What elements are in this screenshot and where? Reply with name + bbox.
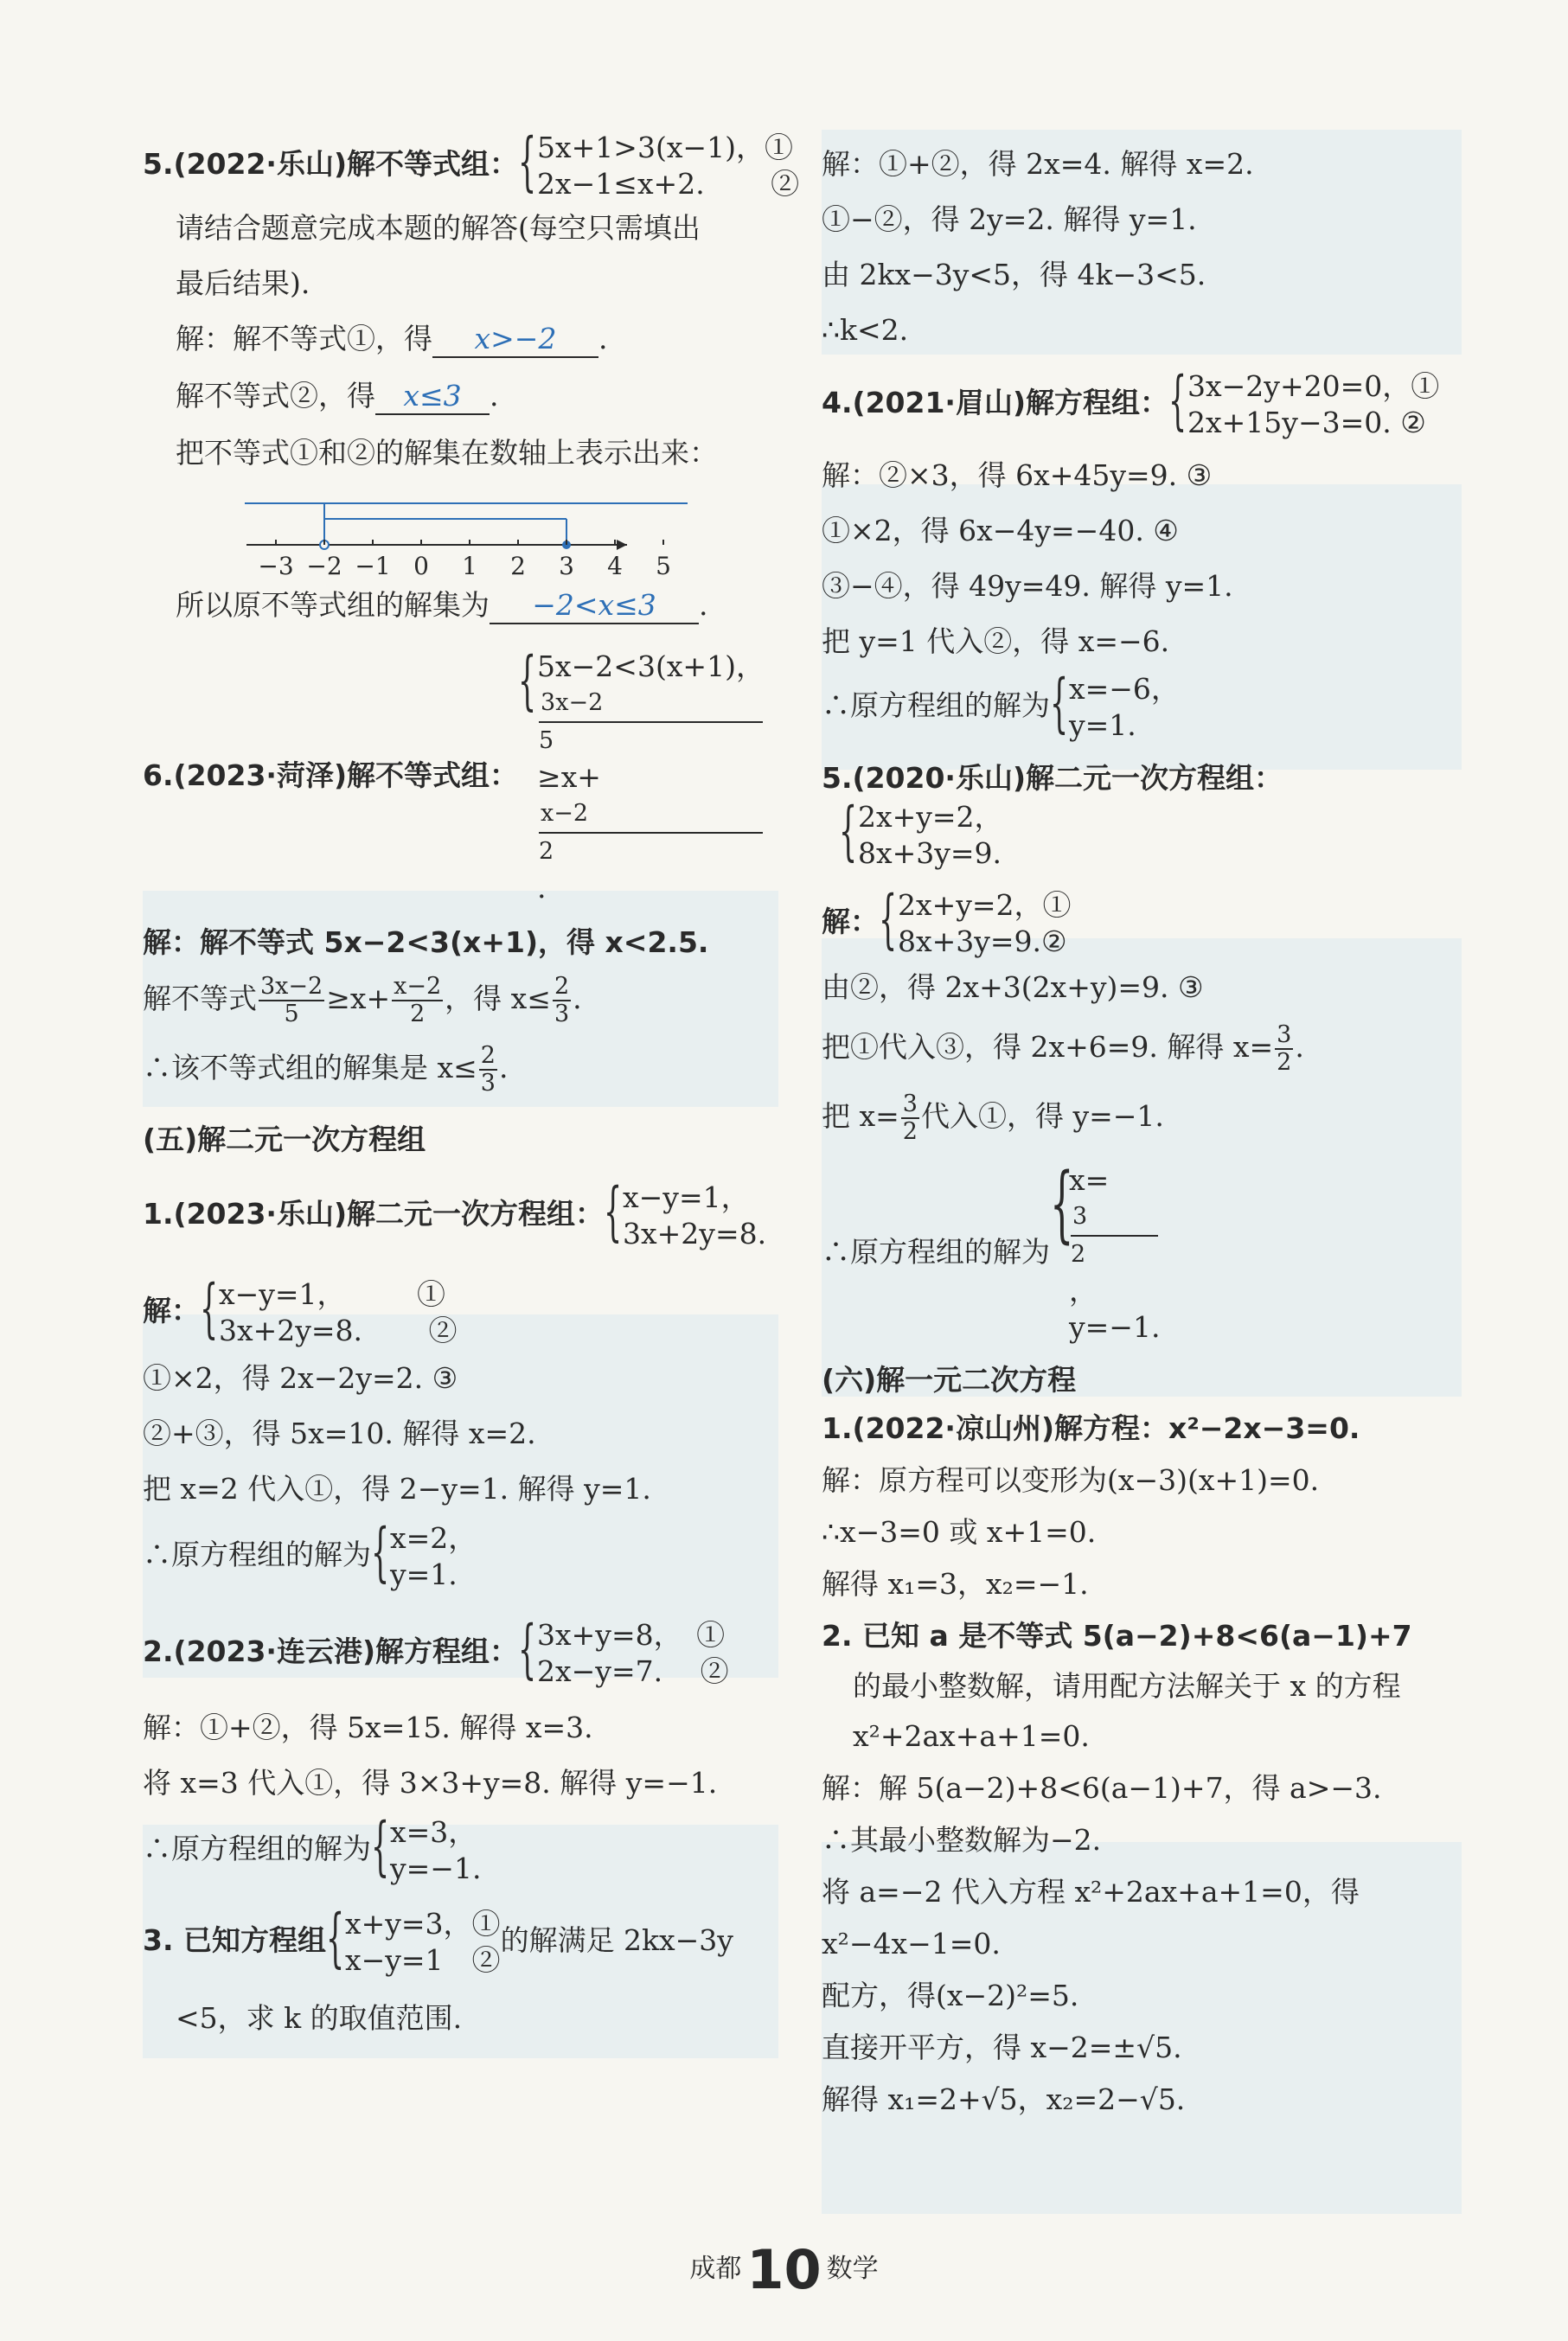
q6-eq2-mid: ≥x+ [537,760,601,794]
e1-sol-system: { x−y=1， ① 3x+2y=8. ② [200,1271,458,1347]
e3-eq2: x−y=1 ② [345,1943,501,1977]
q5-line2-text: 解不等式②，得 [176,379,375,413]
e5-r1-pre: x= [1069,1163,1110,1197]
e3-title: 3. 已知方程组 [143,1923,326,1957]
e5-eq1: 2x+y=2， [858,800,1003,834]
e1-result-system: { x=2， y=1. [371,1515,477,1591]
e2-result [143,1809,835,1887]
q5-answer2: x≤3 [375,379,490,415]
e5-system-line [839,794,1462,872]
q6-eq1: 5x−2<3(x+1)， [537,649,765,683]
e1-r1: x=2， [390,1521,477,1555]
q1-stem [822,1411,1462,1446]
e1-result-text: ∴原方程组的解为 [143,1538,371,1571]
tick-label: −2 [306,552,342,580]
q2-step1: 解：解 5(a−2)+8<6(a−1)+7，得 a>−3. [822,1771,1382,1805]
e5-step3-pre: 把 x= [822,1099,899,1133]
e5-result-text: ∴原方程组的解为 [822,1235,1050,1269]
e1-eq2: 3x+2y=8. [623,1217,767,1250]
e5-step3-post: 代入①，得 y=−1. [920,1099,1164,1133]
e4-r1: x=−6， [1069,672,1180,706]
q5-eq2: 2x−1≤x+2. ② [537,167,800,201]
e5-system: { 2x+y=2， 8x+3y=9. [839,794,1003,870]
q6-sol3: ∴该不等式组的解集是 x≤ $\frac{2}{3}$ . [143,1042,509,1097]
q2-stem3: x²+2ax+a+1=0. [853,1719,1090,1753]
q5-line2: 解不等式②，得 x≤3 . [176,379,835,415]
frac-num: 3 [902,1091,918,1117]
tick-label: 5 [656,552,671,580]
footer-subject: 数学 [826,2254,879,2284]
frac-den: 2 [902,1118,918,1145]
e3-system: { x+y=3，① x−y=1 ② [326,1901,501,1977]
e5-sol-eq1: 2x+y=2，① [898,888,1072,922]
q5-line3: 把不等式①和②的解集在数轴上表示出来： [176,436,718,470]
e3-stem [143,1901,835,1979]
q6-sol1 [143,925,835,960]
q5-line4-text: 所以原不等式组的解集为 [176,588,490,622]
e4-step2: ①×2，得 6x−4y=−40. ④ [822,514,1179,547]
frac-den: 2 [1277,1049,1292,1076]
e5-stem [822,761,1462,796]
q1-step3: 解得 x₁=3，x₂=−1. [822,1567,1089,1601]
e1-title: 1.(2023·乐山)解二元一次方程组： [143,1197,605,1231]
axis-arrow-icon [617,540,627,550]
e5-step2: 把①代入③，得 2x+6=9. 解得 x= $\frac{3}{2}$ . [822,1021,1304,1076]
e2-step1: 解：①+②，得 5x=15. 解得 x=3. [143,1711,593,1744]
e5-sol-system: { 2x+y=2，① 8x+3y=9.② [879,882,1072,958]
e3-sol3: 由 2kx−3y<5，得 4k−3<5. [822,258,1206,291]
frac-num: 3 [1277,1021,1292,1048]
number-line [143,479,671,583]
q2-step2: ∴其最小整数解为−2. [822,1823,1102,1857]
frac-den: 3 [480,1070,496,1097]
e2-eq2: 2x−y=7. ② [537,1654,729,1688]
q1-step2: ∴x−3=0 或 x+1=0. [822,1515,1097,1549]
e4-step4: 把 y=1 代入②，得 x=−6. [822,624,1170,658]
frac-num: x−2 [394,973,442,1000]
q6-sol2-post: ，得 x≤ [445,982,551,1015]
q5-stem [143,125,835,202]
q6-sol2: 解不等式 $\frac{3x-2}{5}$ ≥x+ $\frac{x-2}{2}$ ，得 x≤ $\frac{2}{3}$ . [143,973,582,1027]
e4-title: 4.(2021·眉山)解方程组： [822,386,1169,419]
e4-result-text: ∴原方程组的解为 [822,688,1050,722]
tick-label: 2 [510,552,526,580]
e2-eq1: 3x+y=8， ① [537,1618,726,1652]
e5-sol-label: 解： [822,905,879,938]
q6-stem [143,643,835,906]
e2-r2: y=−1. [390,1852,482,1885]
e5-eq2: 8x+3y=9. [858,836,1002,870]
tick-label: −1 [355,552,391,580]
tick-label: 1 [462,552,477,580]
frac-den: 2 [539,838,554,865]
e5-title: 5.(2020·乐山)解二元一次方程组： [822,761,1283,795]
q2-step4: x²−4x−1=0. [822,1927,1001,1960]
q5-answer3: −2<x≤3 [490,588,699,624]
e4-stem [822,363,1462,441]
q5-instr1: 请结合题意完成本题的解答(每空只需填出 [176,211,701,245]
e5-step2-text: 把①代入③，得 2x+6=9. 解得 x= [822,1030,1274,1064]
frac-den: 2 [410,1001,426,1027]
e5-step3 [822,1091,1462,1145]
q6-title: 6.(2023·菏泽)解不等式组： [143,758,519,792]
e3-sol1: 解：①+②，得 2x=4. 解得 x=2. [822,147,1254,181]
q5-instr2: 最后结果). [176,266,310,300]
section5-title: (五)解二元一次方程组 [143,1123,426,1156]
q5-line1: 解：解不等式①，得 x>−2 . [176,322,835,358]
frac-num: 2 [480,1042,496,1069]
frac-num: 3 [1071,1199,1158,1237]
e4-step3: ③−④，得 49y=49. 解得 y=1. [822,569,1233,603]
q5-eq1: 5x+1>3(x−1)，① [537,131,793,164]
q2-step3: 将 a=−2 代入方程 x²+2ax+a+1=0，得 [822,1875,1360,1909]
e4-r2: y=1. [1069,708,1136,742]
e4-result-system: { x=−6， y=1. [1050,666,1180,742]
e1-system: { x−y=1， 3x+2y=8. [604,1174,767,1250]
e2-stem [143,1612,835,1690]
page-number: 10 [746,2238,822,2301]
e1-step1: ①×2，得 2x−2y=2. ③ [143,1361,458,1395]
q5-answer1: x>−2 [432,322,598,358]
q2-step5: 配方，得(x−2)²=5. [822,1979,1079,2012]
tick-label: 0 [413,552,429,580]
section6-title: (六)解一元二次方程 [822,1363,1077,1397]
e4-result [822,666,1462,744]
left-column [143,125,835,2036]
q1-title: 1.(2022·凉山州)解方程：x²−2x−3=0. [822,1411,1360,1445]
e3-after: 的解满足 2kx−3y [500,1923,733,1957]
q2-stem1 [822,1619,1462,1653]
frac-num: x−2 [539,796,763,834]
q2-step7: 解得 x₁=2+√5，x₂=2−√5. [822,2082,1186,2116]
q6-system: { 5x−2<3(x+1)， 3x−2 5 ≥x+ x−2 2 . [518,643,765,905]
frac-num: 2 [554,973,570,1000]
tick-label: 3 [559,552,574,580]
q5-line4: 所以原不等式组的解集为 −2<x≤3 . [176,588,835,624]
e5-sol-eq2: 8x+3y=9.② [898,924,1067,958]
tick-label: −3 [258,552,294,580]
e2-result-system: { x=3， y=−1. [371,1809,482,1885]
e3-sol2: ①−②，得 2y=2. 解得 y=1. [822,202,1197,236]
e5-result-system: { x= 3 2 ， y=−1. [1050,1155,1161,1344]
e5-step1: 由②，得 2x+3(2x+y)=9. ③ [822,970,1204,1004]
e4-eq1: 3x−2y+20=0，① [1187,369,1440,403]
e3-cont: <5，求 k 的取值范围. [176,2001,463,2035]
q5-line1-text: 解：解不等式①，得 [176,322,432,355]
e1-stem [143,1174,835,1252]
e5-result [822,1155,1462,1346]
e3-eq1: x+y=3，① [345,1907,501,1941]
q6-sol2-mid: ≥x+ [326,982,391,1015]
e2-system: { 3x+y=8， ① 2x−y=7. ② [518,1612,729,1688]
e1-sol-eq1: x−y=1， ① [219,1277,446,1311]
e1-sol-eq2: 3x+2y=8. ② [219,1314,458,1347]
e1-eq1: x−y=1， [623,1180,750,1214]
tick-label: 4 [607,552,623,580]
e5-r1: x= 3 2 ， [1069,1162,1160,1309]
e4-system: { 3x−2y+20=0，① 2x+15y−3=0. ② [1168,363,1440,439]
q5-system: { 5x+1>3(x−1)，① 2x−1≤x+2. ② [518,125,800,201]
frac-den: 5 [539,727,554,754]
e4-step1: 解：②×3，得 6x+45y=9. ③ [822,458,1213,492]
e2-r1: x=3， [390,1815,477,1849]
footer-city: 成都 [689,2254,742,2284]
e1-sol-label: 解： [143,1294,200,1327]
q6-sol1-text: 解：解不等式 5x−2<3(x+1)，得 x<2.5. [143,925,709,959]
e1-step3: 把 x=2 代入①，得 2−y=1. 解得 y=1. [143,1472,651,1506]
q6-sol3-text: ∴该不等式组的解集是 x≤ [143,1051,477,1084]
frac-den: 5 [284,1001,299,1027]
e5-solution-system [822,882,1462,960]
q6-eq2: 3x−2 5 ≥x+ x−2 2 . [537,685,765,906]
e1-r2: y=1. [390,1557,458,1591]
page-footer [0,2238,1568,2301]
q2-step6: 直接开平方，得 x−2=±√5. [822,2031,1182,2064]
e5-r2: y=−1. [1069,1310,1161,1344]
frac-den: 2 [1071,1241,1086,1268]
q5-title: 5.(2022·乐山)解不等式组： [143,147,519,181]
e2-step2: 将 x=3 代入①，得 3×3+y=8. 解得 y=−1. [143,1766,718,1800]
right-column [822,147,1462,2117]
q1-step1: 解：原方程可以变形为(x−3)(x+1)=0. [822,1463,1320,1497]
frac-den: 3 [554,1001,570,1027]
e1-solution-system [143,1271,835,1349]
frac-num: 3x−2 [539,685,763,723]
q2-title: 2. 已知 a 是不等式 5(a−2)+8<6(a−1)+7 [822,1619,1412,1653]
e2-title: 2.(2023·连云港)解方程组： [143,1634,519,1668]
e1-step2: ②+③，得 5x=10. 解得 x=2. [143,1417,536,1450]
frac-num: 3x−2 [260,973,323,1000]
q2-stem2: 的最小整数解，请用配方法解关于 x 的方程 [853,1669,1401,1703]
e2-result-text: ∴原方程组的解为 [143,1832,371,1865]
e1-result [143,1515,835,1593]
q6-sol2-pre: 解不等式 [143,982,257,1015]
e3-sol4: ∴k<2. [822,313,909,347]
e4-eq2: 2x+15y−3=0. ② [1187,406,1426,439]
